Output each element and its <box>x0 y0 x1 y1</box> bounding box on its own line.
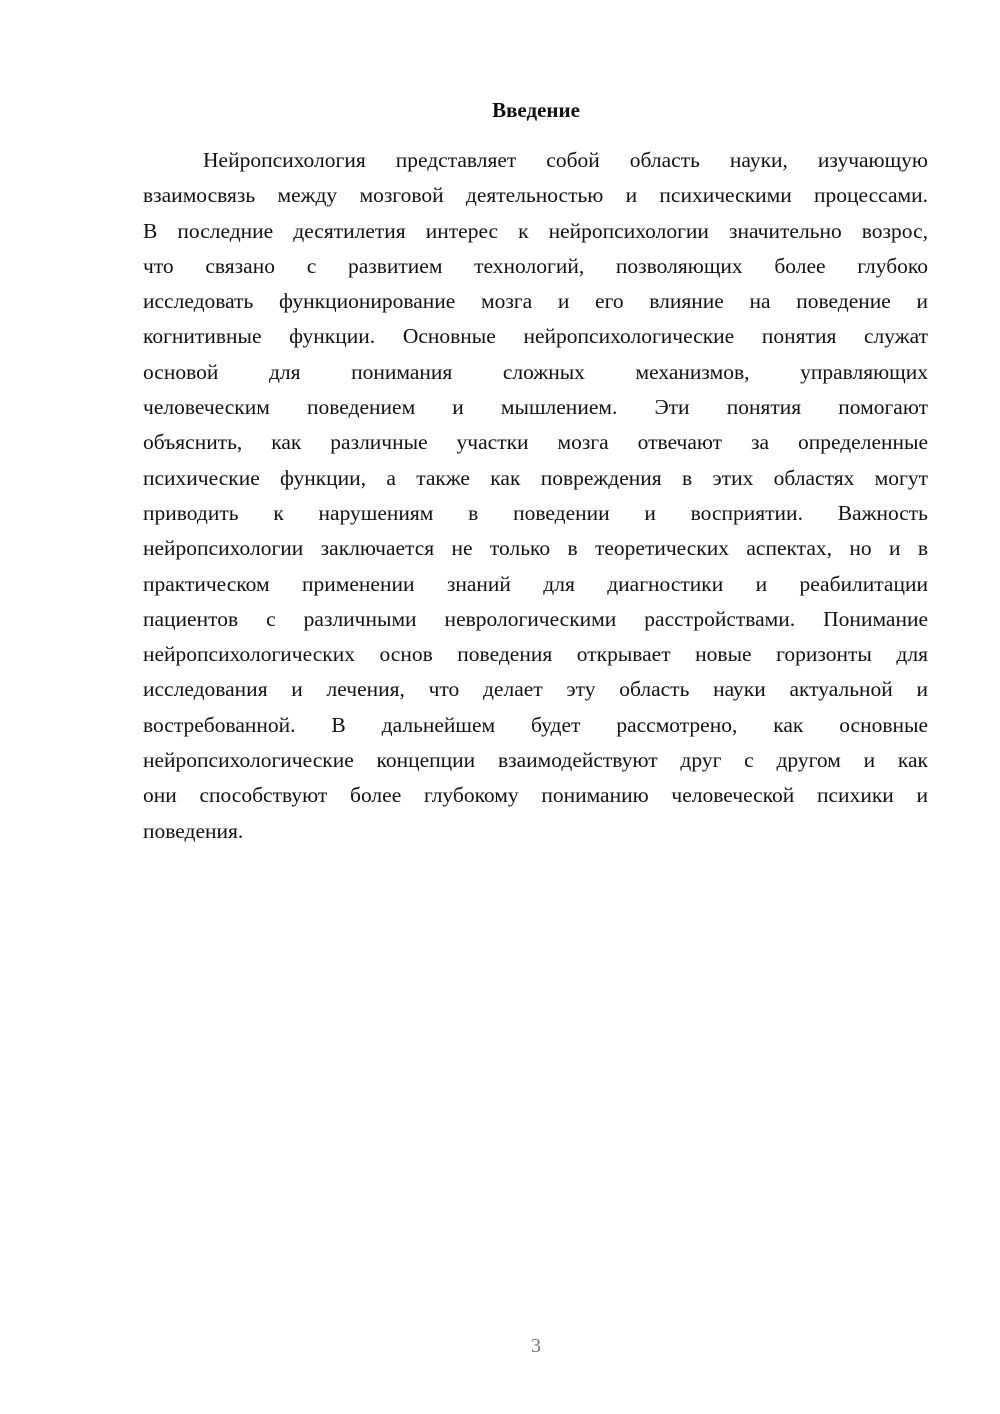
paragraph-line: исследования и лечения, что делает эту область науки актуальной и <box>143 677 928 702</box>
paragraph-line: В последние десятилетия интерес к нейропсихологии значительно возрос, <box>143 218 928 243</box>
paragraph-line: нейропсихологические концепции взаимодействуют друг с другом и как <box>143 748 928 773</box>
section-heading: Введение <box>492 98 580 122</box>
paragraph-line: востребованной. В дальнейшем будет рассмотрено, как основные <box>143 712 928 737</box>
paragraph-line: нейропсихологических основ поведения открывает новые горизонты для <box>143 642 928 667</box>
paragraph-line: поведения. <box>143 818 244 843</box>
paragraph-line: что связано с развитием технологий, позволяющих более глубоко <box>143 253 928 278</box>
paragraph-line: исследовать функционирование мозга и его влияние на поведение и <box>143 289 928 314</box>
paragraph-line: психические функции, а также как повреждения в этих областях могут <box>143 465 928 490</box>
paragraph-line: Нейропсихология представляет собой область науки, изучающую <box>203 148 928 172</box>
page-number: 3 <box>531 1335 541 1357</box>
paragraph-line: взаимосвязь между мозговой деятельностью и психическими процессами. <box>143 183 928 208</box>
paragraph-line: человеческим поведением и мышлением. Эти понятия помогают <box>143 395 928 420</box>
paragraph-line: пациентов с различными неврологическими расстройствами. Понимание <box>143 606 928 631</box>
paragraph-line: основой для понимания сложных механизмов, управляющих <box>143 359 928 384</box>
paragraph-line: нейропсихологии заключается не только в теоретических аспектах, но и в <box>143 536 928 561</box>
body-paragraph <box>143 143 928 849</box>
paragraph-line: практическом применении знаний для диагностики и реабилитации <box>143 571 928 596</box>
paragraph-line: когнитивные функции. Основные нейропсихологические понятия служат <box>143 324 928 349</box>
paragraph-line: приводить к нарушениям в поведении и восприятии. Важность <box>143 500 928 525</box>
paragraph-line: объяснить, как различные участки мозга отвечают за определенные <box>143 430 928 455</box>
paragraph-line: они способствуют более глубокому пониманию человеческой психики и <box>143 783 928 808</box>
